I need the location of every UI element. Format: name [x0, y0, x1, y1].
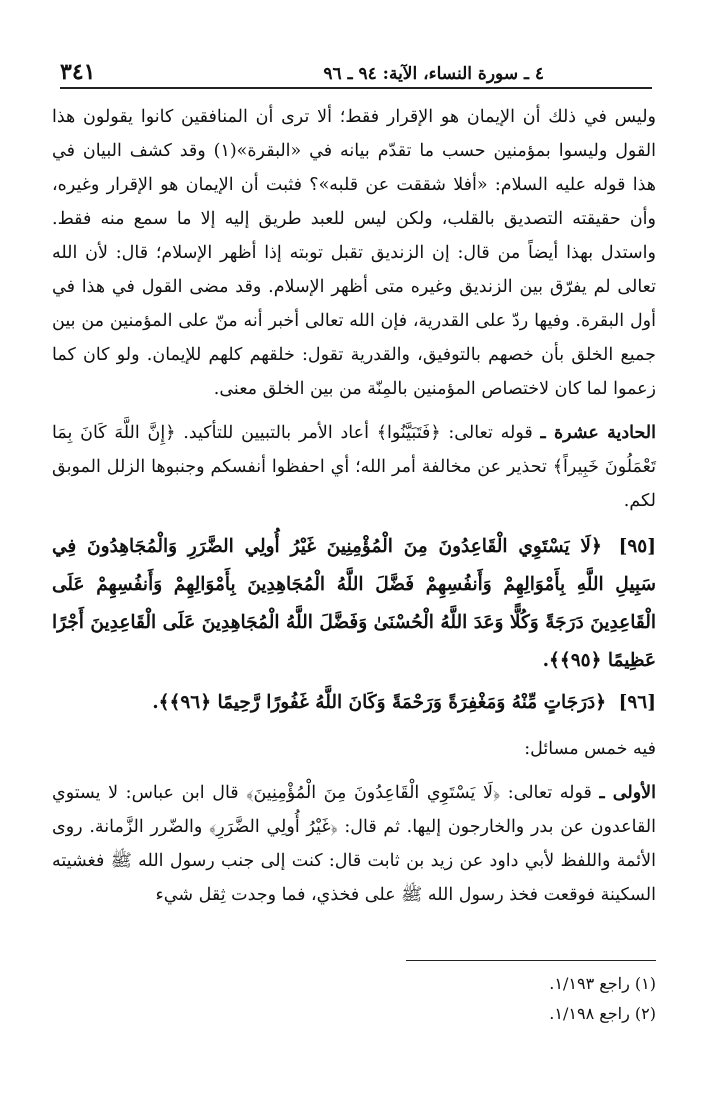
paragraph-iman: وليس في ذلك أن الإيمان هو الإقرار فقط؛ ألا ترى أن المنافقين كانوا يقولون هذا القول وليسوا بمؤمنين حسب ما تقدّم بيانه في «البقرة»(١) وقد كشف البيان في هذا قوله عليه السلام: «أفلا شققت عن قلبه»؟ فثبت أن الإيمان هو الإقرار وغيره، وأن حقيقته التصديق بالقلب، ولكن ليس للعبد طريق إليه إلا ما سمع منه فقط. واستدل بهذا أيضاً من قال: إن الزنديق تقبل توبته إذا أظهر الإسلام؛ قال: لأن الله تعالى لم يفرّق بين الزنديق وغيره متى أظهر الإسلام. وقد مضى القول في هذا في أول البقرة. وفيها ردّ على القدرية، فإن الله تعالى أخبر أنه منّ على المؤمنين من بين جميع الخلق بأن خصهم بالتوفيق، والقدرية تقول: خلقهم كلهم للإيمان. ولو كان كما زعموا لما كان لاختصاص المؤمنين بالمِنّة من بين الخلق معنى.	[52, 107, 657, 399]
issue-eleventh-lead: الحادية عشرة ـ	[540, 423, 656, 443]
footnote-2: (٢) راجع ١/١٩٨.	[549, 1004, 656, 1023]
running-title: ٤ ـ سورة النساء، الآية: ٩٤ ـ ٩٦	[323, 64, 545, 84]
verse-95-text: ﴿لَا يَسْتَوِي الْقَاعِدُونَ مِنَ الْمُؤْمِنِينَ غَيْرُ أُولِي الضَّرَرِ وَالْمُجَاهِدُونَ فِي سَبِيلِ اللَّهِ بِأَمْوَالِهِمْ وَأَنفُسِهِمْ فَضَّلَ اللَّهُ الْمُجَاهِدِينَ بِأَمْوَالِهِمْ وَأَنفُسِهِمْ عَلَى الْقَاعِدِينَ دَرَجَةً وَكُلًّا وَعَدَ اللَّهُ الْحُسْنَىٰ وَفَضَّلَ اللَّهُ الْمُجَاهِدِينَ عَلَى الْقَاعِدِينَ أَجْرًا عَظِيمًا ﴿٩٥﴾﴾.	[52, 536, 656, 671]
page-header	[60, 55, 652, 89]
footnotes	[406, 960, 656, 1029]
issue-first	[52, 776, 656, 912]
verse-96	[52, 684, 656, 722]
issues-intro: فيه خمس مسائل:	[524, 739, 656, 759]
verse-96-number: [٩٦]	[618, 692, 656, 713]
verse-95-number: [٩٥]	[618, 536, 656, 557]
issue-eleventh	[52, 416, 656, 518]
verse-96-text: ﴿دَرَجَاتٍ مِّنْهُ وَمَغْفِرَةً وَرَحْمَةً وَكَانَ اللَّهُ غَفُورًا رَّحِيمًا ﴿٩٦﴾﴾.	[152, 692, 607, 713]
quran-verses	[52, 528, 656, 722]
footnote-1: (١) راجع ١/١٩٣.	[549, 974, 656, 993]
page-body	[52, 100, 656, 922]
page-number: ٣٤١	[60, 59, 96, 85]
issue-first-lead: الأولى ـ	[599, 783, 656, 803]
verse-95	[52, 528, 656, 680]
issue-first-text: قوله تعالى: ﴿لَا يَسْتَوِي الْقَاعِدُونَ مِنَ الْمُؤْمِنِينَ﴾ قال ابن عباس: لا يستوي القاعدون عن بدر والخارجون إليها. ثم قال: ﴿غَيْرُ أُولِي الضَّرَرِ﴾ والضّرر الزَّمانة. روى الأئمة واللفظ لأبي داود عن زيد بن ثابت قال: كنت إلى جنب رسول الله ﷺ فغشيته السكينة فوقعت فخذ رسول الله ﷺ على فخذي، فما وجدت ثِقل شيء	[52, 783, 656, 905]
issue-eleventh-text: قوله تعالى: ﴿فَتَبَيَّنُوا﴾ أعاد الأمر بالتبيين للتأكيد. ﴿إِنَّ اللَّهَ كَانَ بِمَا تَعْمَلُونَ خَبِيراً﴾ تحذير عن مخالفة أمر الله؛ أي احفظوا أنفسكم وجنبوها الزلل الموبق لكم.	[52, 423, 656, 511]
